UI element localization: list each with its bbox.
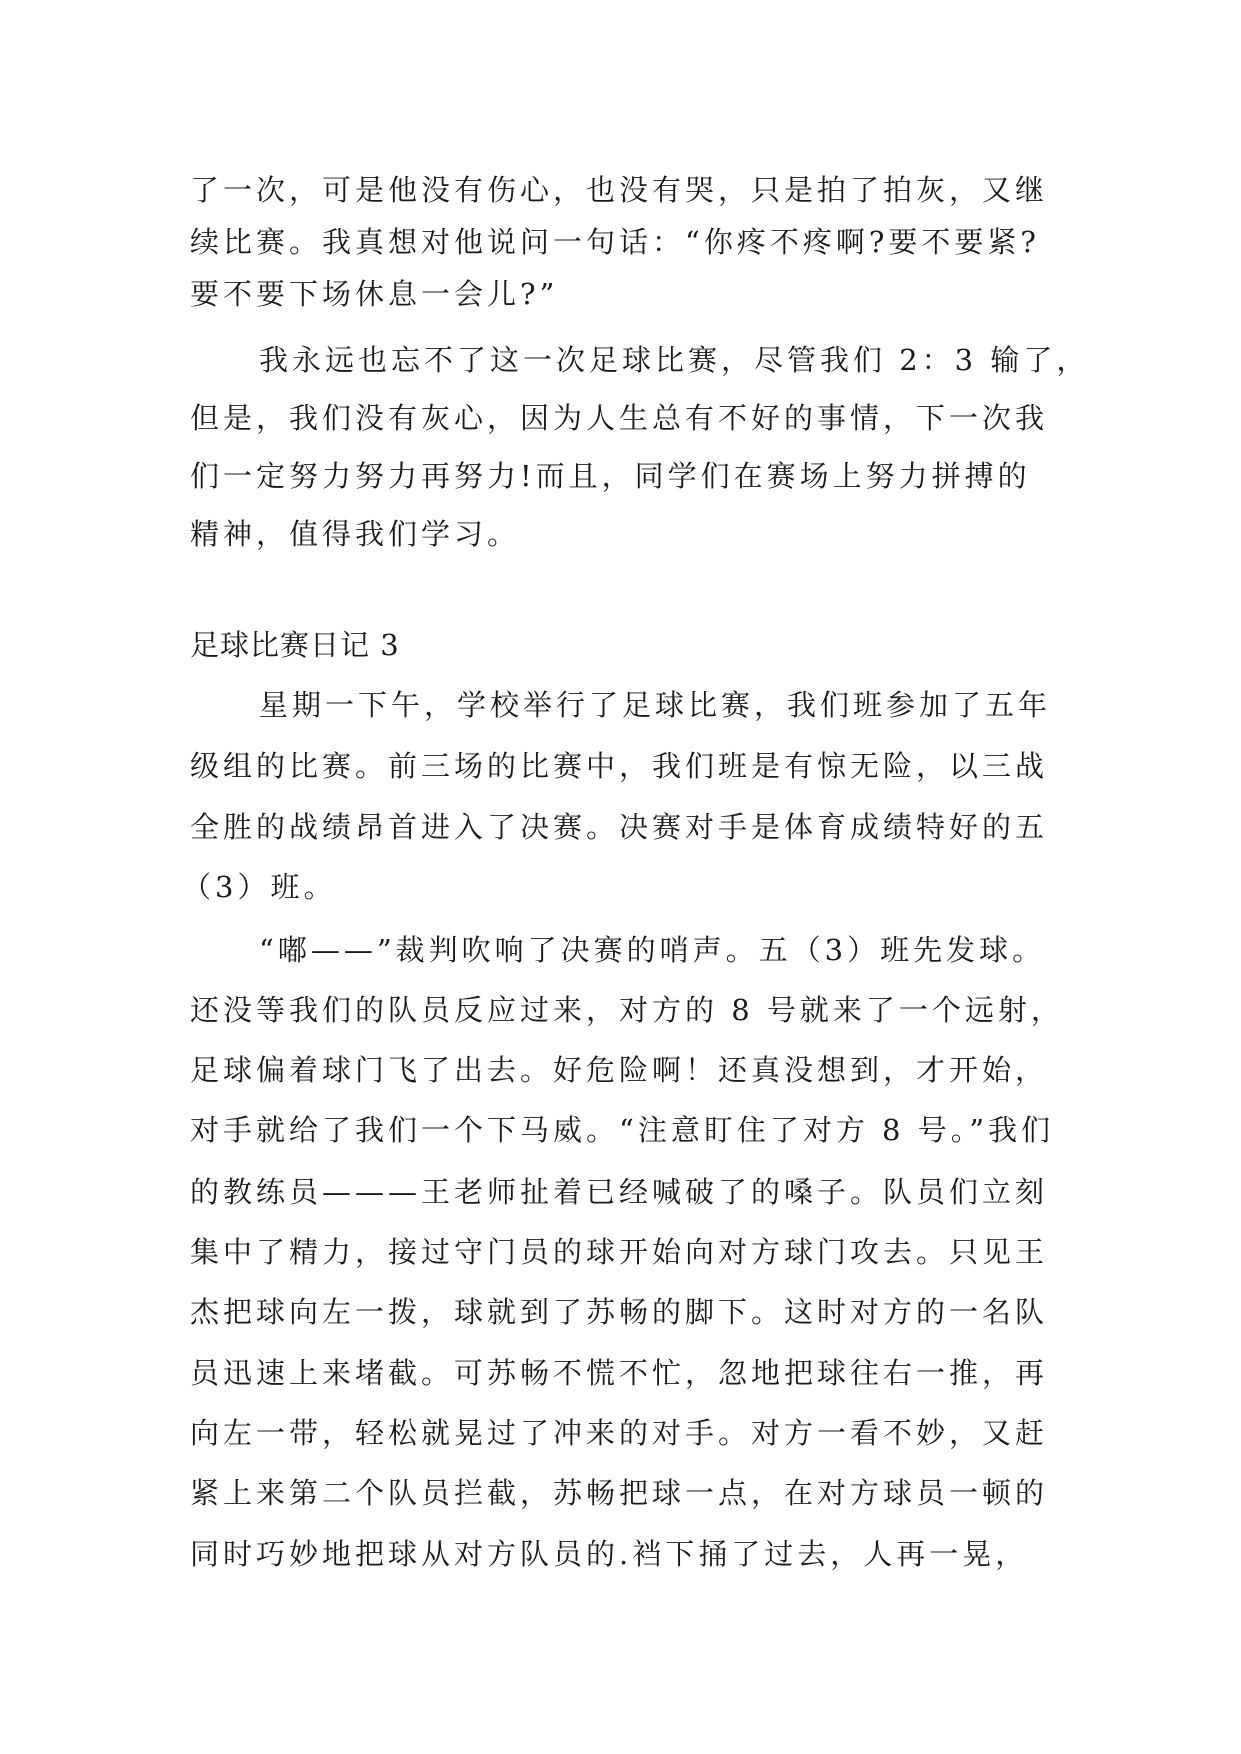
- text-line: 同时巧妙地把球从对方队员的.裆下捅了过去，人再一晃，: [190, 1537, 1029, 1571]
- text-line: 了一次，可是他没有伤心，也没有哭，只是拍了拍灰，又继: [190, 173, 1049, 207]
- text-line: 精神，值得我们学习。: [190, 517, 521, 551]
- text-line: 全胜的战绩昂首进入了决赛。决赛对手是体育成绩特好的五: [190, 810, 1049, 844]
- text-line: 的教练员———王老师扯着已经喊破了的嗓子。队员们立刻: [190, 1175, 1049, 1209]
- text-line: 紧上来第二个队员拦截，苏畅把球一点，在对方球员一顿的: [190, 1476, 1049, 1510]
- text-line: （3）班。: [182, 870, 337, 904]
- text-line: 但是，我们没有灰心，因为人生总有不好的事情，下一次我: [190, 401, 1049, 435]
- text-line: 星期一下午，学校举行了足球比赛，我们班参加了五年: [259, 688, 1052, 722]
- text-line: 足球偏着球门飞了出去。好危险啊！还真没想到，才开始，: [190, 1053, 1049, 1087]
- text-line: 还没等我们的队员反应过来，对方的 8 号就来了一个远射，: [190, 993, 1064, 1027]
- section-heading: 足球比赛日记 3: [190, 628, 400, 662]
- text-line: 要不要下场休息一会儿?”: [190, 277, 559, 311]
- text-line: 员迅速上来堵截。可苏畅不慌不忙，忽地把球往右一推，再: [190, 1356, 1049, 1390]
- text-line: 续比赛。我真想对他说问一句话：“你疼不疼啊?要不要紧?: [190, 225, 1040, 259]
- text-line: 向左一带，轻松就晃过了冲来的对手。对方一看不妙，又赶: [190, 1416, 1049, 1450]
- text-line: 对手就给了我们一个下马威。“注意盯住了对方 8 号。”我们: [190, 1113, 1055, 1147]
- text-line: “嘟——”裁判吹响了决赛的哨声。五（3）班先发球。: [259, 933, 1046, 967]
- text-line: 杰把球向左一拨，球就到了苏畅的脚下。这时对方的一名队: [190, 1295, 1049, 1329]
- text-line: 我永远也忘不了这一次足球比赛，尽管我们 2：3 输了，: [259, 343, 1090, 377]
- text-line: 级组的比赛。前三场的比赛中，我们班是有惊无险，以三战: [190, 749, 1049, 783]
- text-line: 集中了精力，接过守门员的球开始向对方球门攻去。只见王: [190, 1235, 1049, 1269]
- text-line: 们一定努力努力再努力!而且，同学们在赛场上努力拼搏的: [190, 459, 1031, 493]
